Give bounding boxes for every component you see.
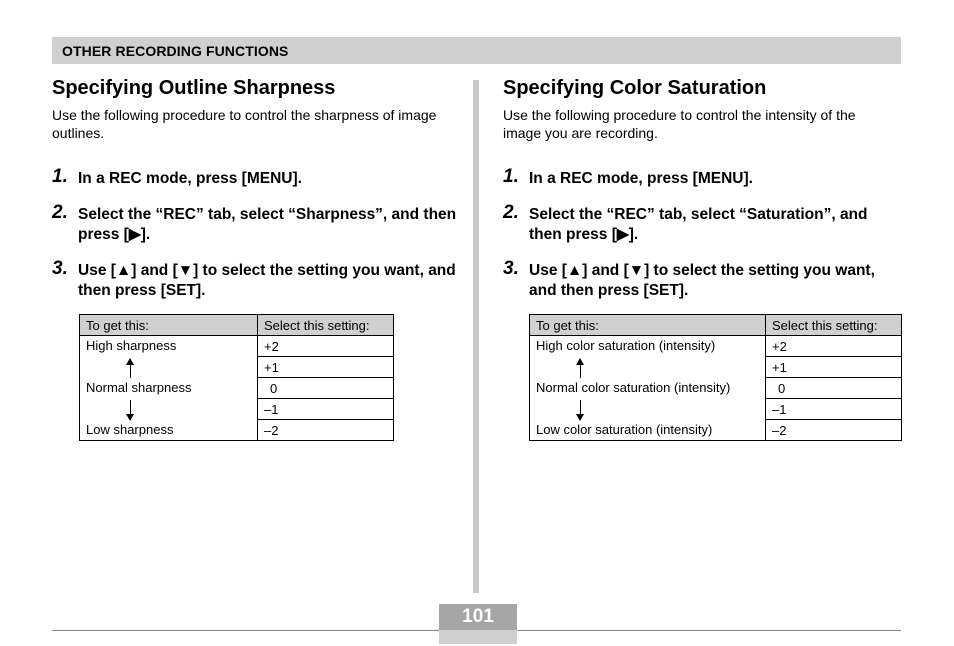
table-row [530, 336, 902, 357]
section-title: OTHER RECORDING FUNCTIONS [62, 43, 289, 59]
arrow-down-icon [580, 400, 581, 420]
low-saturation-label: Low color saturation (intensity) [536, 422, 713, 437]
setting-value: +2 [258, 336, 394, 357]
step-text: Use [▲] and [▼] to select the setting you want, and then press [SET]. [78, 262, 456, 299]
sharpness-heading: Specifying Outline Sharpness [52, 77, 336, 99]
setting-value: –1 [258, 399, 394, 420]
column-header-setting: Select this setting: [258, 315, 394, 336]
step-item [52, 166, 462, 189]
arrow-up-icon [130, 359, 131, 378]
step-number: 3. [503, 258, 519, 279]
step-item [503, 166, 903, 189]
step-item [52, 258, 462, 301]
sharpness-range-cell [80, 336, 258, 441]
high-sharpness-label: High sharpness [86, 338, 177, 353]
step-number: 2. [503, 202, 519, 223]
saturation-section [503, 76, 903, 317]
column-header-goal: To get this: [80, 315, 258, 336]
saturation-intro: Use the following procedure to control the intensity of the image you are recording. [503, 107, 856, 141]
saturation-range-cell [530, 336, 766, 441]
column-header-goal: To get this: [530, 315, 766, 336]
table-header-row [80, 315, 394, 336]
arrow-up-icon [580, 359, 581, 378]
setting-value: –2 [766, 420, 902, 441]
section-header-bar [52, 37, 901, 64]
table-header-row [530, 315, 902, 336]
step-item [503, 202, 903, 245]
setting-value: –2 [258, 420, 394, 441]
setting-value: +2 [766, 336, 902, 357]
step-number: 1. [52, 166, 68, 187]
step-number: 3. [52, 258, 68, 279]
step-item [52, 202, 462, 245]
normal-sharpness-label: Normal sharpness [86, 380, 192, 395]
saturation-settings-table [529, 314, 902, 441]
high-saturation-label: High color saturation (intensity) [536, 338, 716, 353]
low-sharpness-label: Low sharpness [86, 422, 174, 437]
sharpness-steps [52, 166, 462, 301]
saturation-steps [503, 166, 903, 301]
sharpness-intro: Use the following procedure to control the sharpness of image outlines. [52, 107, 437, 141]
step-text: Select the “REC” tab, select “Saturation”, and then press [▶]. [529, 206, 868, 243]
step-text: Select the “REC” tab, select “Sharpness”, and then press [▶]. [78, 206, 457, 243]
setting-value: +1 [766, 357, 902, 378]
step-item [503, 258, 903, 301]
step-text: In a REC mode, press [MENU]. [78, 170, 302, 187]
column-divider [473, 80, 479, 593]
step-number: 1. [503, 166, 519, 187]
step-text: Use [▲] and [▼] to select the setting you want, and then press [SET]. [529, 262, 875, 299]
setting-value: –1 [766, 399, 902, 420]
normal-saturation-label: Normal color saturation (intensity) [536, 380, 731, 395]
setting-value: +1 [258, 357, 394, 378]
step-number: 2. [52, 202, 68, 223]
sharpness-section [52, 76, 462, 317]
setting-value: 0 [766, 378, 902, 399]
page-number: 101 [462, 606, 494, 627]
column-header-setting: Select this setting: [766, 315, 902, 336]
arrow-down-icon [130, 400, 131, 420]
saturation-heading: Specifying Color Saturation [503, 77, 767, 99]
setting-value: 0 [258, 378, 394, 399]
table-row [80, 336, 394, 357]
step-text: In a REC mode, press [MENU]. [529, 170, 753, 187]
sharpness-settings-table [79, 314, 394, 441]
